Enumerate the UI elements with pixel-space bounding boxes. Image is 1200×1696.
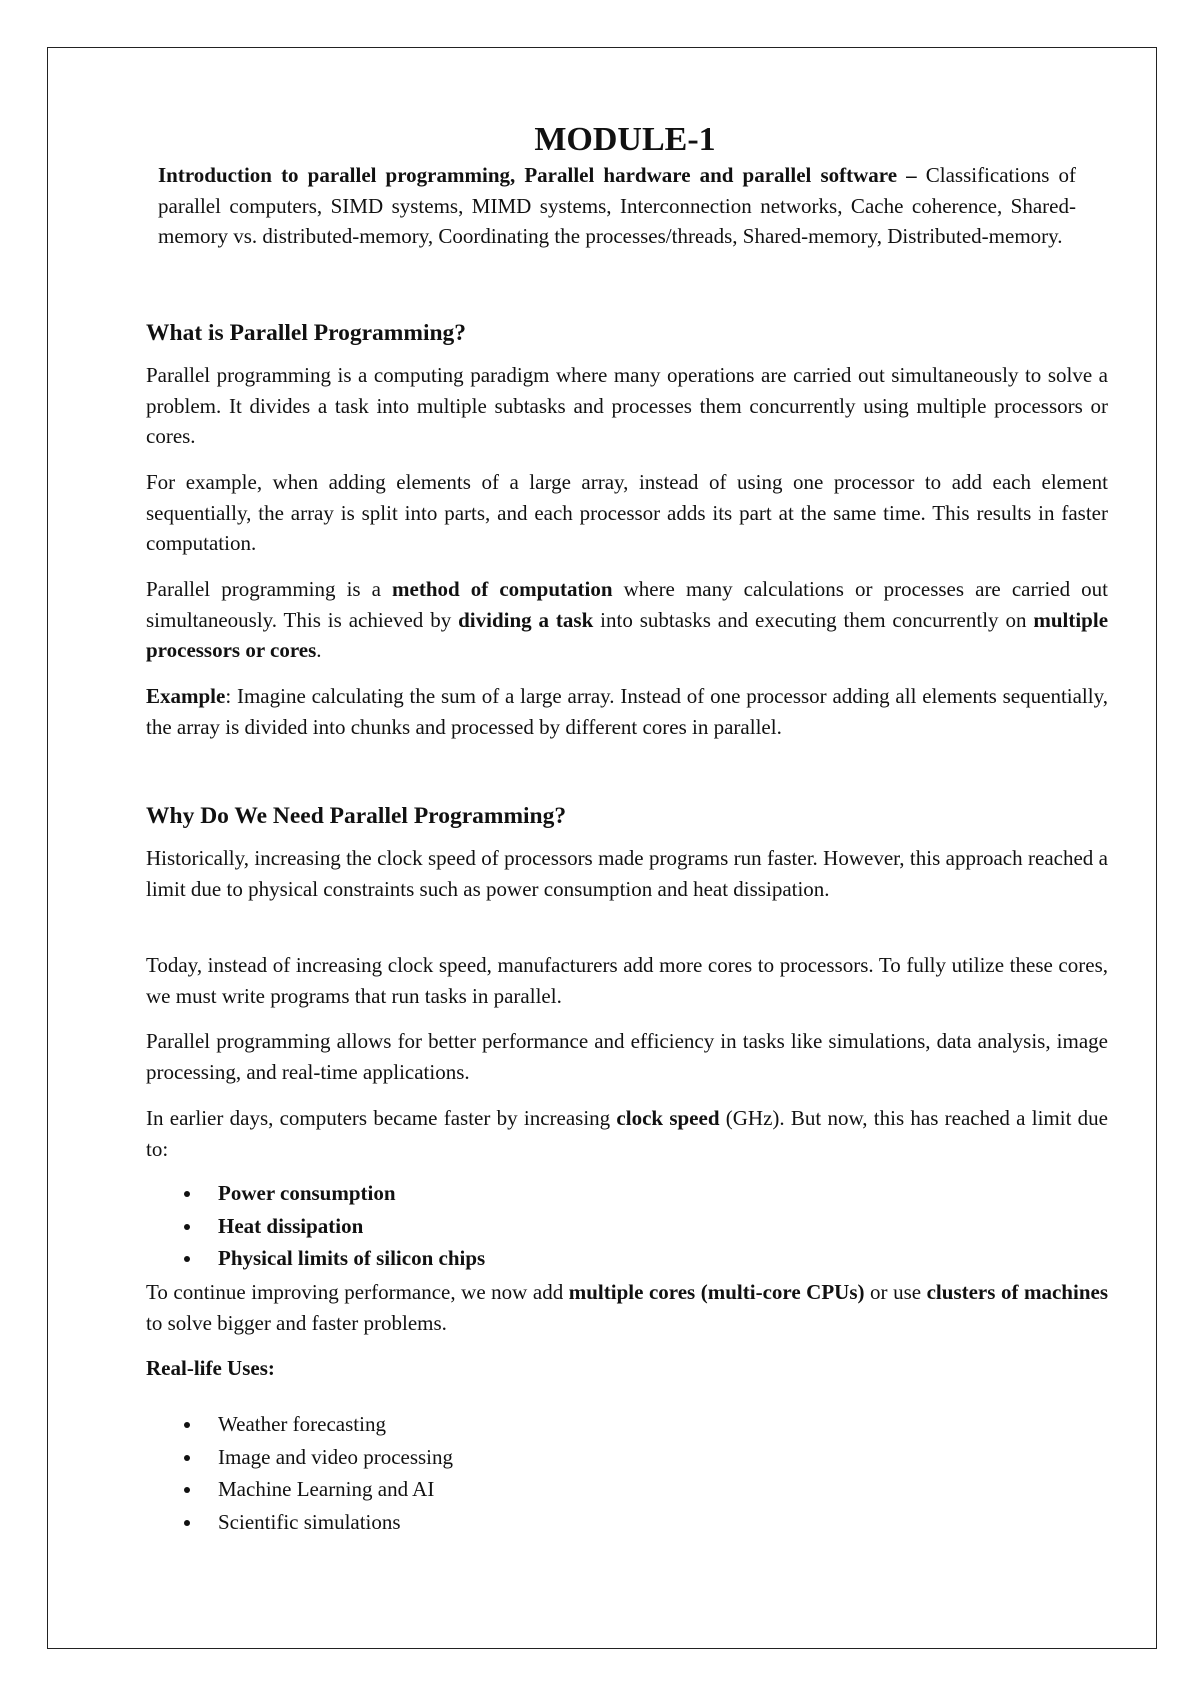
bold-multiple-cores: multiple cores (multi-core CPUs) (568, 1280, 865, 1304)
bullet-icon (184, 1455, 190, 1461)
list-item: Heat dissipation (146, 1210, 485, 1243)
paragraph-definition: Parallel programming is a computing paradigm where many operations are carried out simultaneously to solve a problem. It divides a task into multiple subtasks and processes them concurrently using multiple processors or cores. (146, 363, 1108, 448)
real-life-uses-label: Real-life Uses: (146, 1356, 275, 1380)
list-item: Weather forecasting (146, 1408, 453, 1441)
bold-clusters: clusters of machines (926, 1280, 1108, 1304)
syllabus-paragraph (158, 160, 1076, 252)
bold-dividing-a-task: dividing a task (458, 607, 594, 632)
uses-list (146, 1408, 453, 1538)
syllabus-bold: Introduction to parallel programming, Parallel hardware and parallel software – (158, 163, 917, 187)
list-item: Physical limits of silicon chips (146, 1242, 485, 1275)
bold-clock-speed: clock speed (616, 1106, 720, 1130)
syllabus-text: Classifications of parallel computers, SIMD systems, MIMD systems, Interconnection networks, Cache coherence, Shared-memory vs. distributed-memory, Coordinating the processes/threads, Shared-memory, Distributed-memory. (158, 163, 1076, 248)
list-item: Image and video processing (146, 1441, 453, 1474)
paragraph-historically: Historically, increasing the clock speed of processors made programs run faster. However, this approach reached a limit due to physical constraints such as power consumption and heat dissipation. (146, 846, 1108, 901)
bullet-icon (184, 1224, 190, 1230)
paragraph-earlier-days: In earlier days, computers became faster by increasing clock speed (GHz). But now, this has reached a limit due to: (146, 1106, 1109, 1161)
bold-multiple-processors: multiple processors or cores (146, 607, 1109, 662)
paragraph-performance: Parallel programming allows for better performance and efficiency in tasks like simulations, data analysis, image processing, and real-time applications. (146, 1029, 1108, 1084)
bold-example-label: Example (146, 684, 226, 708)
section-heading-what-is: What is Parallel Programming? (146, 320, 467, 346)
bullet-icon (184, 1422, 190, 1428)
list-item: Machine Learning and AI (146, 1473, 453, 1506)
bullet-icon (184, 1256, 190, 1262)
paragraph-continue-improving: To continue improving performance, we now add multiple cores (multi-core CPUs) or use clusters of machines to solve bigger and faster problems. (146, 1280, 1108, 1335)
bullet-icon (184, 1520, 190, 1526)
list-item: Scientific simulations (146, 1506, 453, 1539)
bullet-icon (184, 1487, 190, 1493)
bullet-icon (184, 1191, 190, 1197)
section-heading-why-need: Why Do We Need Parallel Programming? (146, 803, 567, 829)
paragraph-method-of-computation: Parallel programming is a method of computation where many calculations or processes are carried out simultaneously. This is achieved by dividing a task into subtasks and executing them concurrently on multiple processors or cores. (146, 577, 1109, 662)
limits-list (146, 1177, 485, 1275)
bold-method-of-computation: method of computation (392, 577, 613, 601)
paragraph-example-array: For example, when adding elements of a large array, instead of using one processor to add each element sequentially, the array is split into parts, and each processor adds its part at the same time. This results in faster computation. (146, 470, 1108, 555)
list-item: Power consumption (146, 1177, 485, 1210)
paragraph-example-sum: Example: Imagine calculating the sum of a large array. Instead of one processor adding all elements sequentially, the array is divided into chunks and processed by different cores in parallel. (146, 684, 1108, 739)
paragraph-today: Today, instead of increasing clock speed, manufacturers add more cores to processors. To fully utilize these cores, we must write programs that run tasks in parallel. (146, 953, 1108, 1008)
page-title: MODULE-1 (534, 121, 716, 158)
